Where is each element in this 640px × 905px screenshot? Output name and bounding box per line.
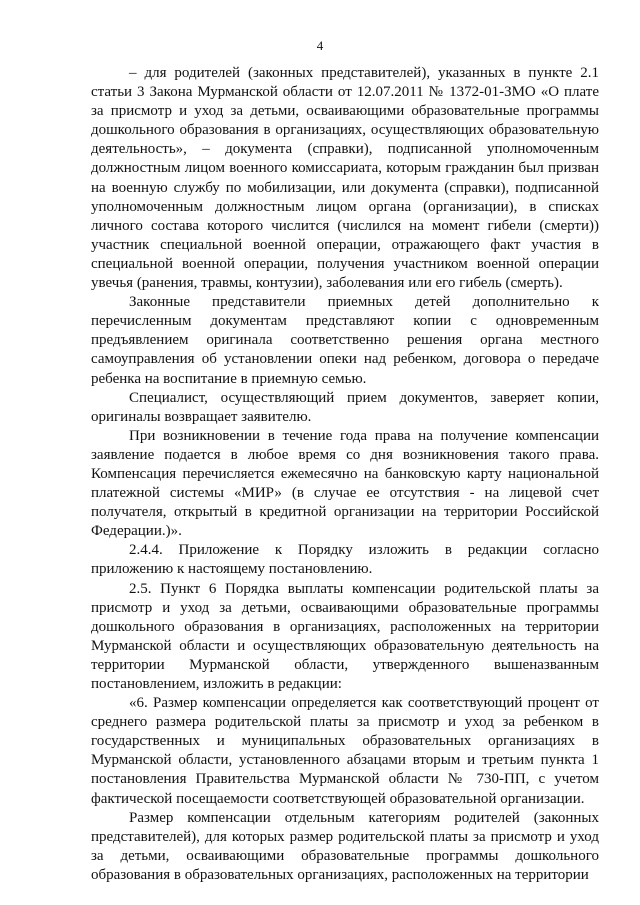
paragraph-item-6: «6. Размер компенсации определяется как соответствующий процент от среднего размера родительской платы за присмотр и уход за ребенком в государственных и муниципальных образовательных организациях в Мурманской области, установленного абзацами вторым и третьим пункта 1 постановления Правительства Мурманской области № 730-ПП, с учетом фактической посещаемости соответствующей образовательной организации. (91, 695, 599, 807)
paragraph-specialist-copies: Специалист, осуществляющий прием документов, заверяет копии, оригиналы возвращает заявителю. (91, 389, 599, 425)
document-body (91, 64, 599, 885)
paragraph-2-4-4: 2.4.4. Приложение к Порядку изложить в редакции согласно приложению к настоящему постановлению. (91, 542, 599, 578)
paragraph-compensation-payment: При возникновении в течение года права на получение компенсации заявление подается в любое время со дня возникновения такого права. Компенсация перечисляется ежемесячно на банковскую карту национальной платежной системы «МИР» (в случае ее отсутствия - на лицевой счет получателя, открытый в кредитной организации на территории Российской Федерации.)». (91, 427, 599, 540)
paragraph-2-5: 2.5. Пункт 6 Порядка выплаты компенсации родительской платы за присмотр и уход за детьми, осваивающими образовательные программы дошкольного образования в организациях, расположенных на территории Мурманской области и осуществляющих образовательную деятельность на территории Мурманской области, утвержденного вышеназванным постановлением, изложить в редакции: (91, 580, 599, 692)
paragraph-parent-documents: – для родителей (законных представителей), указанных в пункте 2.1 статьи 3 Закона Мурманской области от 12.07.2011 № 1372-01-ЗМО «О плате за присмотр и уход за детьми, осваивающими образовательные программы дошкольного образования в организациях, осуществляющих образовательную деятельность», – документа (справки), подписанной уполномоченным должностным лицом военного комиссариата, которым гражданин был призван на военную службу по мобилизации, или документа (справки), подписанной уполномоченным должностным лицом органа (организации), в списках личного состава которого числится (числился на момент гибели (смерти)) участник специальной военной операции, отражающего факт участия в специальной военной операции, получения участником военной операции увечья (ранения, травмы, контузии), заболевания или его гибель (смерть). (91, 65, 599, 292)
paragraph-foster-parents: Законные представители приемных детей дополнительно к перечисленным документам представляют копии с одновременным предъявлением оригинала соответственно решения органа местного самоуправления об установлении опеки над ребенком, договора о передаче ребенка на воспитание в приемную семью. (91, 294, 599, 387)
paragraph-compensation-categories: Размер компенсации отдельным категориям родителей (законных представителей), для которых размер родительской платы за присмотр и уход за детьми, осваивающими образовательные программы дошкольного образования в образовательных организациях, расположенных на территории (91, 809, 599, 883)
page-number: 4 (316, 38, 324, 53)
